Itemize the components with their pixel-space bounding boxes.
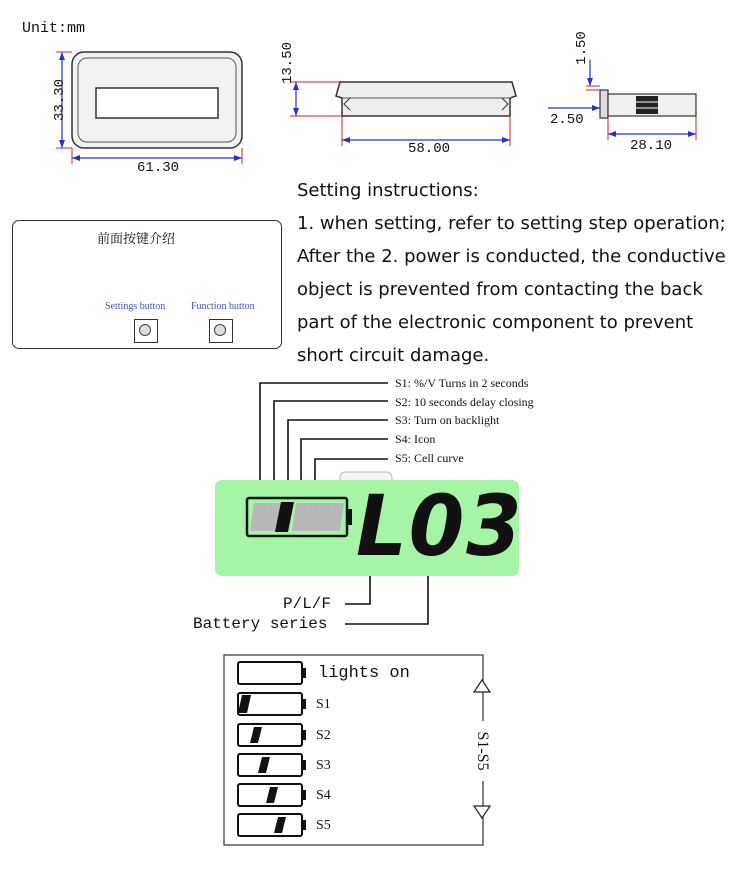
callout-s2: S2: 10 seconds delay closing xyxy=(395,395,534,409)
callout-s5: S5: Cell curve xyxy=(395,451,464,465)
instruction-line: 1. when setting, refer to setting step operation; xyxy=(297,213,726,234)
legend-label-s2: S2 xyxy=(316,728,331,743)
function-button[interactable] xyxy=(209,319,233,343)
callout-s3: S3: Turn on backlight xyxy=(395,413,500,427)
instruction-line: short circuit damage. xyxy=(297,345,490,366)
plf-label: P/L/F xyxy=(283,595,332,613)
legend-box xyxy=(224,655,490,845)
side-height-label: 13.50 xyxy=(280,42,296,85)
edge-view-drawing xyxy=(548,60,696,140)
instruction-line: object is prevented from contacting the back xyxy=(297,279,703,300)
buttons-panel xyxy=(12,220,282,349)
edge-width-label: 28.10 xyxy=(630,138,673,154)
lcd-battery-icon xyxy=(247,498,352,536)
instruction-line: part of the electronic component to prevent xyxy=(297,312,694,333)
legend-label-s1: S1 xyxy=(316,697,331,712)
callout-s4: S4: Icon xyxy=(395,432,436,446)
legend-label-s3: S3 xyxy=(316,758,331,773)
front-width-label: 61.30 xyxy=(137,160,180,176)
battery-series-label: Battery series xyxy=(193,615,328,633)
legend-label-s5: S5 xyxy=(316,818,331,833)
side-width-label: 58.00 xyxy=(408,141,451,157)
panel-title: 前面按键介绍 xyxy=(97,231,176,246)
legend-side-label: S1-S5 xyxy=(473,721,491,781)
side-view-drawing xyxy=(290,82,516,146)
function-button-label: Function button xyxy=(191,301,255,312)
legend-label-lights-on: lights on xyxy=(318,664,410,683)
edge-top-label: 1.50 xyxy=(574,31,590,65)
button-knob-icon xyxy=(214,324,226,336)
settings-button-label: Settings button xyxy=(105,301,166,312)
settings-button[interactable] xyxy=(134,319,158,343)
instructions xyxy=(297,174,726,372)
button-knob-icon xyxy=(139,324,151,336)
front-view-drawing xyxy=(56,52,242,164)
instruction-line: After the 2. power is conducted, the conductive xyxy=(297,246,726,267)
edge-left-label: 2.50 xyxy=(550,112,584,128)
callout-s1: S1: %/V Turns in 2 seconds xyxy=(395,376,529,390)
legend-label-s4: S4 xyxy=(316,788,331,803)
unit-label: Unit:mm xyxy=(22,20,86,37)
instructions-heading: Setting instructions: xyxy=(297,180,479,201)
lcd-readout: L03 xyxy=(356,477,524,575)
front-height-label: 33.30 xyxy=(52,79,68,122)
